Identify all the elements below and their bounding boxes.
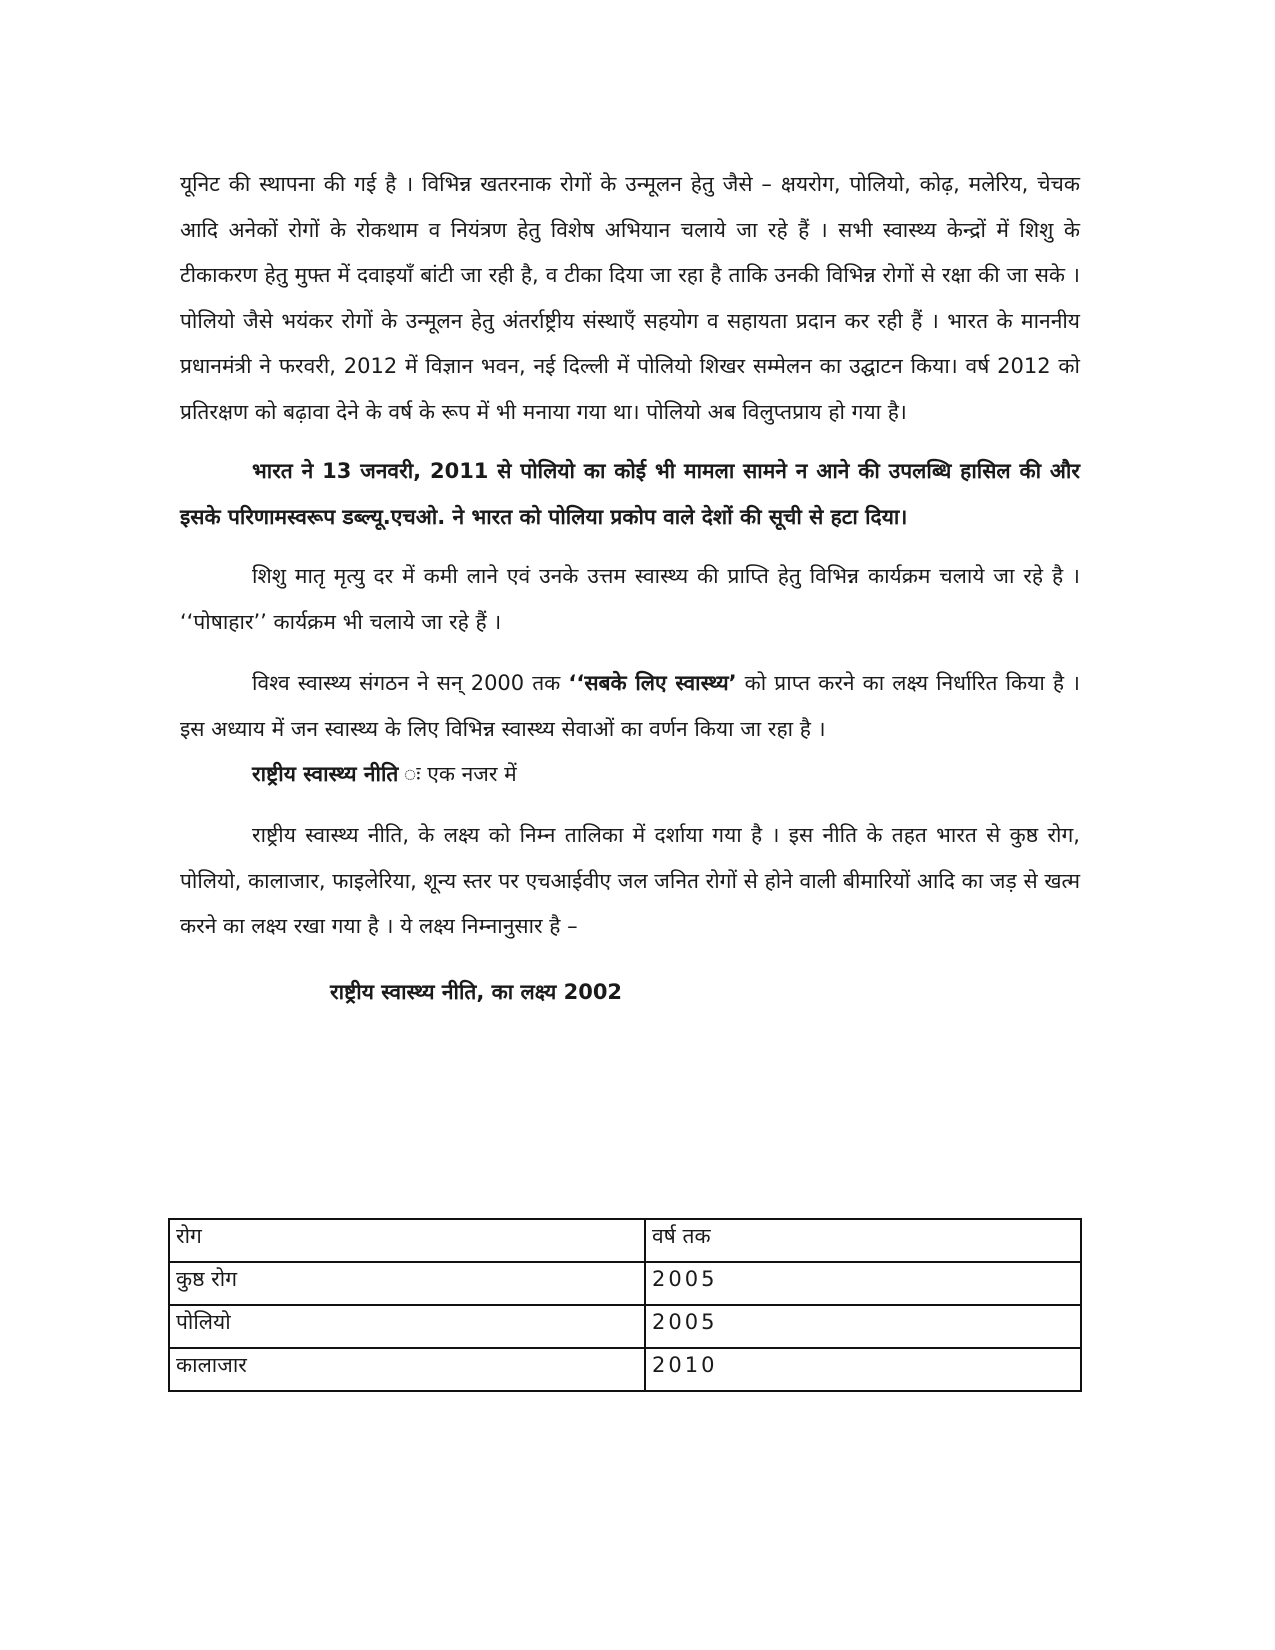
table-header-row [169,1219,1081,1262]
table-row [169,1262,1081,1305]
header-disease: रोग [169,1219,645,1262]
paragraph-policy-targets: राष्ट्रीय स्वास्थ्य नीति, के लक्ष्य को निम्न तालिका में दर्शाया गया है । इस नीति के तहत भारत से कुष्ठ रोग, पोलियो, कालाजार, फाइलेरिया, शून्य स्तर पर एचआईवीए जल जनित रोगों से होने वाली बीमारियों आदि का जड़ से खत्म करने का लक्ष्य रखा गया है । ये लक्ष्य निम्नानुसार है – [180,823,1080,938]
cell-disease: कालाजार [169,1348,645,1391]
cell-disease: पोलियो [169,1305,645,1348]
section-heading [180,752,1080,797]
who-goal-text-after: को प्राप्त करने का लक्ष्य निर्धारित किया है । इस अध्याय में जन स्वास्थ्य के लिए विभिन्न स्वास्थ्य सेवाओं का वर्णन किया जा रहा है । [180,671,1080,741]
table-row [169,1305,1081,1348]
document-body [180,162,1080,1012]
header-year: वर्ष तक [645,1219,1081,1262]
health-for-all-phrase: ‘‘सबके लिए स्वास्थ्य’ [568,671,737,695]
health-policy-table [168,1218,1082,1392]
table-title: राष्ट्रीय स्वास्थ्य नीति, का लक्ष्य 2002 [330,979,623,1004]
cell-year: 2010 [645,1348,1081,1391]
who-goal-text-before: विश्व स्वास्थ्य संगठन ने सन् 2000 तक [252,671,569,695]
cell-disease: कुष्ठ रोग [169,1262,645,1305]
table-row [169,1348,1081,1391]
paragraph-maternal-health: शिशु मातृ मृत्यु दर में कमी लाने एवं उनके उत्तम स्वास्थ्य की प्राप्ति हेतु विभिन्न कार्यक्रम चलाये जा रहे है । ‘‘पोषाहार’’ कार्यक्रम भी चलाये जा रहे हैं । [180,564,1080,634]
section-heading-rest: ः एक नजर में [398,762,517,786]
cell-year: 2005 [645,1262,1081,1305]
paragraph-polio-eradication: यूनिट की स्थापना की गई है । विभिन्न खतरनाक रोगों के उन्मूलन हेतु जैसे – क्षयरोग, पोलियो, कोढ़, मलेरिय, चेचक आदि अनेकों रोगों के रोकथाम व नियंत्रण हेतु विशेष अभियान चलाये जा रहे हैं । सभी स्वास्थ्य केन्द्रों में शिशु के टीकाकरण हेतु मुफ्त में दवाइयाँ बांटी जा रही है, व टीका दिया जा रहा है ताकि उनकी विभिन्न रोगों से रक्षा की जा सके । पोलियो जैसे भयंकर रोगों के उन्मूलन हेतु अंतर्राष्ट्रीय संस्थाएँ सहयोग व सहायता प्रदान कर रही हैं । भारत के माननीय प्रधानमंत्री ने फरवरी, 2012 में विज्ञान भवन, नई दिल्ली में पोलियो शिखर सम्मेलन का उद्घाटन किया। वर्ष 2012 को प्रतिरक्षण को बढ़ावा देने के वर्ष के रूप में भी मनाया गया था। पोलियो अब विलुप्तप्राय हो गया है। [180,172,1080,424]
section-heading-bold: राष्ट्रीय स्वास्थ्य नीति [252,762,399,786]
cell-year: 2005 [645,1305,1081,1348]
paragraph-polio-achievement: भारत ने 13 जनवरी, 2011 से पोलियो का कोई भी मामला सामने न आने की उपलब्धि हासिल की और इसके परिणामस्वरूप डब्ल्यू.एचओ. ने भारत को पोलिया प्रकोप वाले देशों की सूची से हटा दिया। [180,459,1080,529]
paragraph-who-goal [180,661,1080,752]
